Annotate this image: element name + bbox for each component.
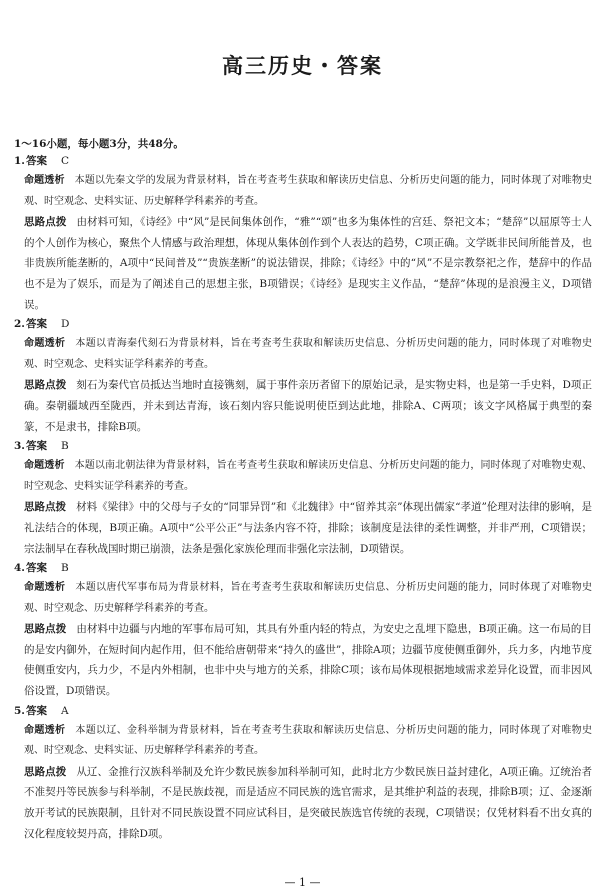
analysis-label: 命题透析 <box>24 338 66 350</box>
hint-text: 从辽、金推行汉族科举制及允许少数民族参加科举制可知，此时北方少数民族日益封建化，A项正确。辽统治者不准契丹等民族参与科举制，不是民族歧视，而是适应不同民族的选官需求，是其维护利益的表现，排除B项；辽、金逐渐放开考试的民族限制，且针对不同民族设置不同应试科目，是突破民族选官传统的表现，C项错误；仅凭材料看不出女真的汉化程度较契丹高，排除D项。 <box>24 765 592 840</box>
analysis-label: 命题透析 <box>24 175 65 186</box>
page-title: 高三历史・答案 <box>222 54 383 78</box>
answer-label: 答案 <box>26 562 47 575</box>
question-number: 1. <box>14 155 25 167</box>
answer-item <box>14 437 592 559</box>
answer-item <box>14 559 592 702</box>
hint-text: 刻石为秦代官员抵达当地时直接镌刻，属于事件亲历者留下的原始记录，是实物史料，也是第一手史料，D项正确。秦朝疆域西至陇西，并未到达青海，该石刻内容只能说明使臣到达此地，排除A、C两项；该文字风格属于典型的秦篆，不是隶书，排除B项。 <box>24 379 593 433</box>
answer-heading <box>14 152 592 171</box>
answer-item <box>14 152 592 315</box>
answer-label: 答案 <box>26 155 47 167</box>
analysis-section <box>14 578 592 619</box>
analysis-section <box>14 171 592 212</box>
answer-label: 答案 <box>26 440 47 453</box>
hint-section <box>14 762 592 844</box>
analysis-label: 命题透析 <box>24 582 66 594</box>
answer-heading <box>14 437 592 456</box>
analysis-text: 本题以先秦文学的发展为背景材料，旨在考查考生获取和解读历史信息、分析历史问题的能力，同时体现了对唯物史观、时空观念、史料实证、历史解释学科素养的考查。 <box>24 175 593 207</box>
analysis-section <box>14 721 592 762</box>
question-number: 3. <box>14 440 25 453</box>
hint-label: 思路点拨 <box>24 501 67 514</box>
answer-heading <box>14 702 592 721</box>
analysis-section <box>14 456 592 497</box>
answer-item <box>14 315 592 437</box>
hint-section <box>14 212 592 315</box>
hint-section <box>14 497 592 559</box>
hint-label: 思路点拨 <box>24 623 67 636</box>
question-number: 2. <box>14 318 25 331</box>
section-intro: 1～16小题，每小题3分，共48分。 <box>14 138 184 150</box>
analysis-label: 命题透析 <box>24 724 66 736</box>
answer-heading <box>14 559 592 578</box>
analysis-section <box>14 334 592 375</box>
hint-section <box>14 375 592 437</box>
analysis-text: 本题以唐代军事布局为背景材料，旨在考查考生获取和解读历史信息、分析历史问题的能力，同时体现了对唯物史观、时空观念、历史解释学科素养的考查。 <box>24 582 593 614</box>
hint-text: 由材料可知，《诗经》中“风”是民间集体创作，“雅”“颂”也多为集体性的宫廷、祭祀文本；“楚辞”以屈原等士人的个人创作为核心，聚焦个人情感与政治理想，体现从集体创作到个人表达的趋势，C项正确。文学既非民间所能普及，也非贵族所能垄断的，A项中“民间普及”“贵族垄断”的说法错误，排除；《诗经》中的“风”不是宗教祭祀之作，楚辞中的作品也不是为了娱乐，而是为了阐述自己的思想主张，B项错误；《诗经》是现实主义作品，“楚辞”体现的是浪漫主义，D项错误。 <box>24 216 592 311</box>
hint-text: 由材料中边疆与内地的军事布局可知，其具有外重内轻的特点，为安史之乱埋下隐患，B项正确。这一布局的目的是安内御外，在短时间内起作用，但不能给唐朝带来“持久的盛世”，排除A项；边疆节度使侧重御外，兵力多，内地节度使侧重安内，兵力少，不是内外相制，也非中央与地方的关系，排除C项；该布局体现根据地域需求差异化设置，而非因风俗设置，D项错误。 <box>24 623 593 698</box>
answer-list <box>14 152 592 844</box>
answer-choice: B <box>61 440 69 453</box>
answer-item <box>14 702 592 845</box>
answer-label: 答案 <box>26 318 47 331</box>
hint-label: 思路点拨 <box>24 765 67 778</box>
answer-choice: C <box>61 155 70 167</box>
hint-text: 材料《梁律》中的父母与子女的“同罪异罚”和《北魏律》中“留养其亲”体现出儒家“孝道”伦理对法律的影响，是礼法结合的体现，B项正确。A项中“公平公正”与法条内容不符，排除；该制度是法律的柔性调整，并非严刑，C项错误；宗法制早在春秋战国时期已崩溃，法条是强化家族伦理而非强化宗法制，D项错误。 <box>24 501 592 555</box>
analysis-text: 本题以辽、金科举制为背景材料，旨在考查考生获取和解读历史信息、分析历史问题的能力，同时体现了对唯物史观、时空观念、史料实证、历史解释学科素养的考查。 <box>24 724 593 757</box>
analysis-text: 本题以青海秦代刻石为背景材料，旨在考查考生获取和解读历史信息、分析历史问题的能力，同时体现了对唯物史观、时空观念、史料实证学科素养的考查。 <box>24 338 593 370</box>
hint-section <box>14 619 592 701</box>
answer-label: 答案 <box>26 704 47 717</box>
hint-label: 思路点拨 <box>24 216 67 229</box>
question-number: 4. <box>14 562 25 575</box>
answer-heading <box>14 315 592 334</box>
question-number: 5. <box>14 704 25 717</box>
analysis-label: 命题透析 <box>24 460 65 472</box>
page-number: — 1 — <box>284 876 321 889</box>
hint-label: 思路点拨 <box>24 379 67 392</box>
analysis-text: 本题以南北朝法律为背景材料，旨在考查考生获取和解读历史信息、分析历史问题的能力，同时体现了对唯物史观、时空观念、史料实证学科素养的考查。 <box>24 460 593 492</box>
answer-choice: D <box>61 318 70 331</box>
answer-choice: A <box>61 704 69 717</box>
answer-choice: B <box>61 562 69 575</box>
